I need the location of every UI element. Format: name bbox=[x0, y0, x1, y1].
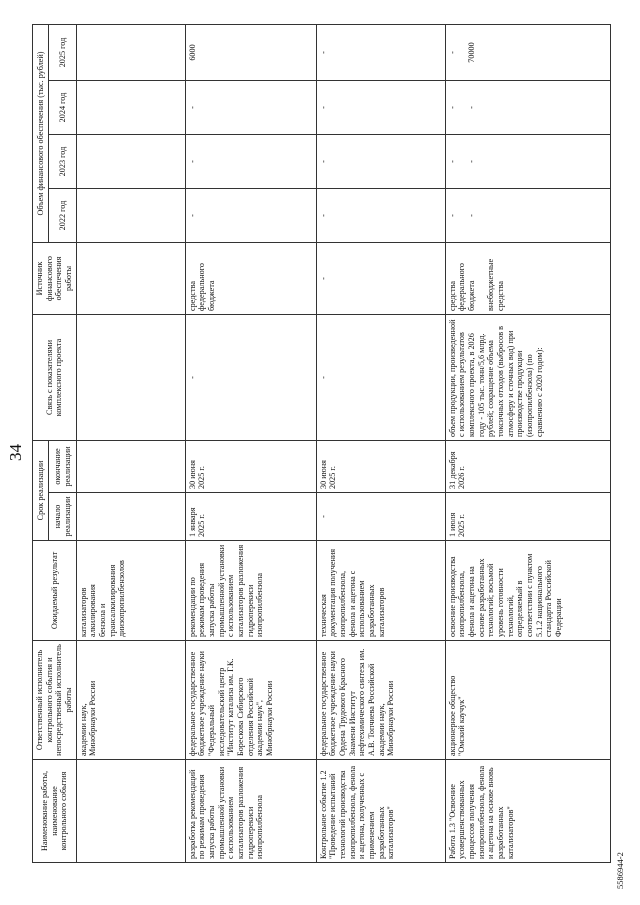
cell-name: Работа 1.3 "Освоение усовершенствованных процессов получения изопропилбензола, фенола и ацетона на основе вновь разработанных катализаторов" bbox=[445, 760, 610, 863]
cell-executor: академии наук, Минобрнауки России bbox=[76, 641, 185, 760]
table-row bbox=[185, 24, 316, 862]
page-number: 34 bbox=[6, 444, 25, 461]
header-result: Ожидаемый результат bbox=[33, 541, 77, 641]
cell-name: Контрольное событие 1.2 "Проведение испытаний технологий производства изопропилбензола, фенола и ацетона, полученных с применением разработанных катализаторов" bbox=[316, 760, 445, 863]
cell-result: освоение производства изопропилбензола, фенола и ацетона на основе разработанных технологий; восьмой уровень готовности технологий, определяемый в соответствии с пунктом 5.1.2 национального стандарта Российской Федерации bbox=[445, 541, 610, 641]
header-funding: Объем финансового обеспечения (тыс. рублей) bbox=[33, 24, 49, 242]
header-period: Срок реализации bbox=[33, 441, 49, 541]
header-start: начало реализации bbox=[49, 493, 76, 541]
cell-start: - bbox=[316, 493, 445, 541]
cell-2025: 6000 bbox=[185, 24, 316, 80]
table-row bbox=[76, 24, 185, 862]
cell-2024 bbox=[76, 81, 185, 135]
cell-result: рекомендации по режимам проведения запуска работы промышленной установки с использованием катализаторов разложения гидроперекиси изопропилбензола bbox=[185, 541, 316, 641]
cell-end: 30 июня 2025 г. bbox=[185, 441, 316, 493]
header-2023: 2023 год bbox=[49, 135, 76, 189]
header-2025: 2025 год bbox=[49, 24, 76, 80]
header-executor: Ответственный исполнитель контрольного события и непосредственный исполнитель работы bbox=[33, 641, 77, 760]
cell-2023: - bbox=[316, 135, 445, 189]
cell-2024: - bbox=[185, 81, 316, 135]
cell-start: 1 июля 2025 г. bbox=[445, 493, 610, 541]
cell-source: - bbox=[316, 243, 445, 315]
header-link: Связь с показателями комплексного проекта bbox=[33, 315, 77, 441]
cell-start: 1 января 2025 г. bbox=[185, 493, 316, 541]
cell-link bbox=[76, 315, 185, 441]
cell-link: объем продукции, произведенной с использованием результатов комплексного проекта, в 2026 году - 105 тыс. тонн/5,6 млрд. рублей; сокращение объема токсичных отходов (выбросов в атмосферу и сточных вод) при производстве продукции (изопропилбензола) (по сравнению с 2020 годом): bbox=[445, 315, 610, 441]
header-end: окончание реализации bbox=[49, 441, 76, 493]
cell-end: 30 июня 2025 г. bbox=[316, 441, 445, 493]
cell-source: средства федерального бюджета bbox=[185, 243, 316, 315]
cell-result: техническая документация получения изопропилбензола, фенола и ацетона с использованием разработанных катализаторов bbox=[316, 541, 445, 641]
cell-end: 31 декабря 2026 г. bbox=[445, 441, 610, 493]
cell-link: - bbox=[185, 315, 316, 441]
cell-2024: - bbox=[316, 81, 445, 135]
cell-2025: - 70000 bbox=[445, 24, 610, 80]
cell-executor: акционерное общество "Омский каучук" bbox=[445, 641, 610, 760]
cell-2025: - bbox=[316, 24, 445, 80]
cell-result: катализаторов алкилирования бензола и трансалкилирования диизопропилбензолов bbox=[76, 541, 185, 641]
cell-source: средства федерального бюджета внебюджетные средства bbox=[445, 243, 610, 315]
cell-name bbox=[76, 760, 185, 863]
cell-name: разработка рекомендаций по режимам проведения запуска работы промышленной установки с использованием катализаторов разложения гидроперекиси изопропилбензола bbox=[185, 760, 316, 863]
cell-2022: - bbox=[185, 189, 316, 243]
cell-source bbox=[76, 243, 185, 315]
table-row bbox=[445, 24, 610, 862]
header-2022: 2022 год bbox=[49, 189, 76, 243]
cell-end bbox=[76, 441, 185, 493]
cell-2025 bbox=[76, 24, 185, 80]
header-source: Источник финансового обеспечения работы bbox=[33, 243, 77, 315]
cell-2022 bbox=[76, 189, 185, 243]
header-2024: 2024 год bbox=[49, 81, 76, 135]
table-row bbox=[316, 24, 445, 862]
cell-2023: - - bbox=[445, 135, 610, 189]
cell-2023: - bbox=[185, 135, 316, 189]
cell-executor: федеральное государственное бюджетное учреждение науки Ордена Трудового Красного Знамени Институт нефтехимического синтеза им. А.В. Топчиева Российской академии наук, Минобрнауки России bbox=[316, 641, 445, 760]
cell-link: - bbox=[316, 315, 445, 441]
cell-2023 bbox=[76, 135, 185, 189]
cell-start bbox=[76, 493, 185, 541]
cell-executor: федеральное государственное бюджетное учреждение науки "Федеральный исследовательский центр "Институт катализа им. Г.К. Борескова Сибирского отделения Российской академии наук", Минобрнауки России bbox=[185, 641, 316, 760]
document-code: 5586944-2 bbox=[615, 852, 625, 889]
header-row bbox=[33, 24, 49, 862]
project-table bbox=[32, 24, 611, 863]
cell-2022: - bbox=[316, 189, 445, 243]
header-name: Наименование работы, наименование контрольного события bbox=[33, 760, 77, 863]
cell-2024: - - bbox=[445, 81, 610, 135]
cell-2022: - - bbox=[445, 189, 610, 243]
